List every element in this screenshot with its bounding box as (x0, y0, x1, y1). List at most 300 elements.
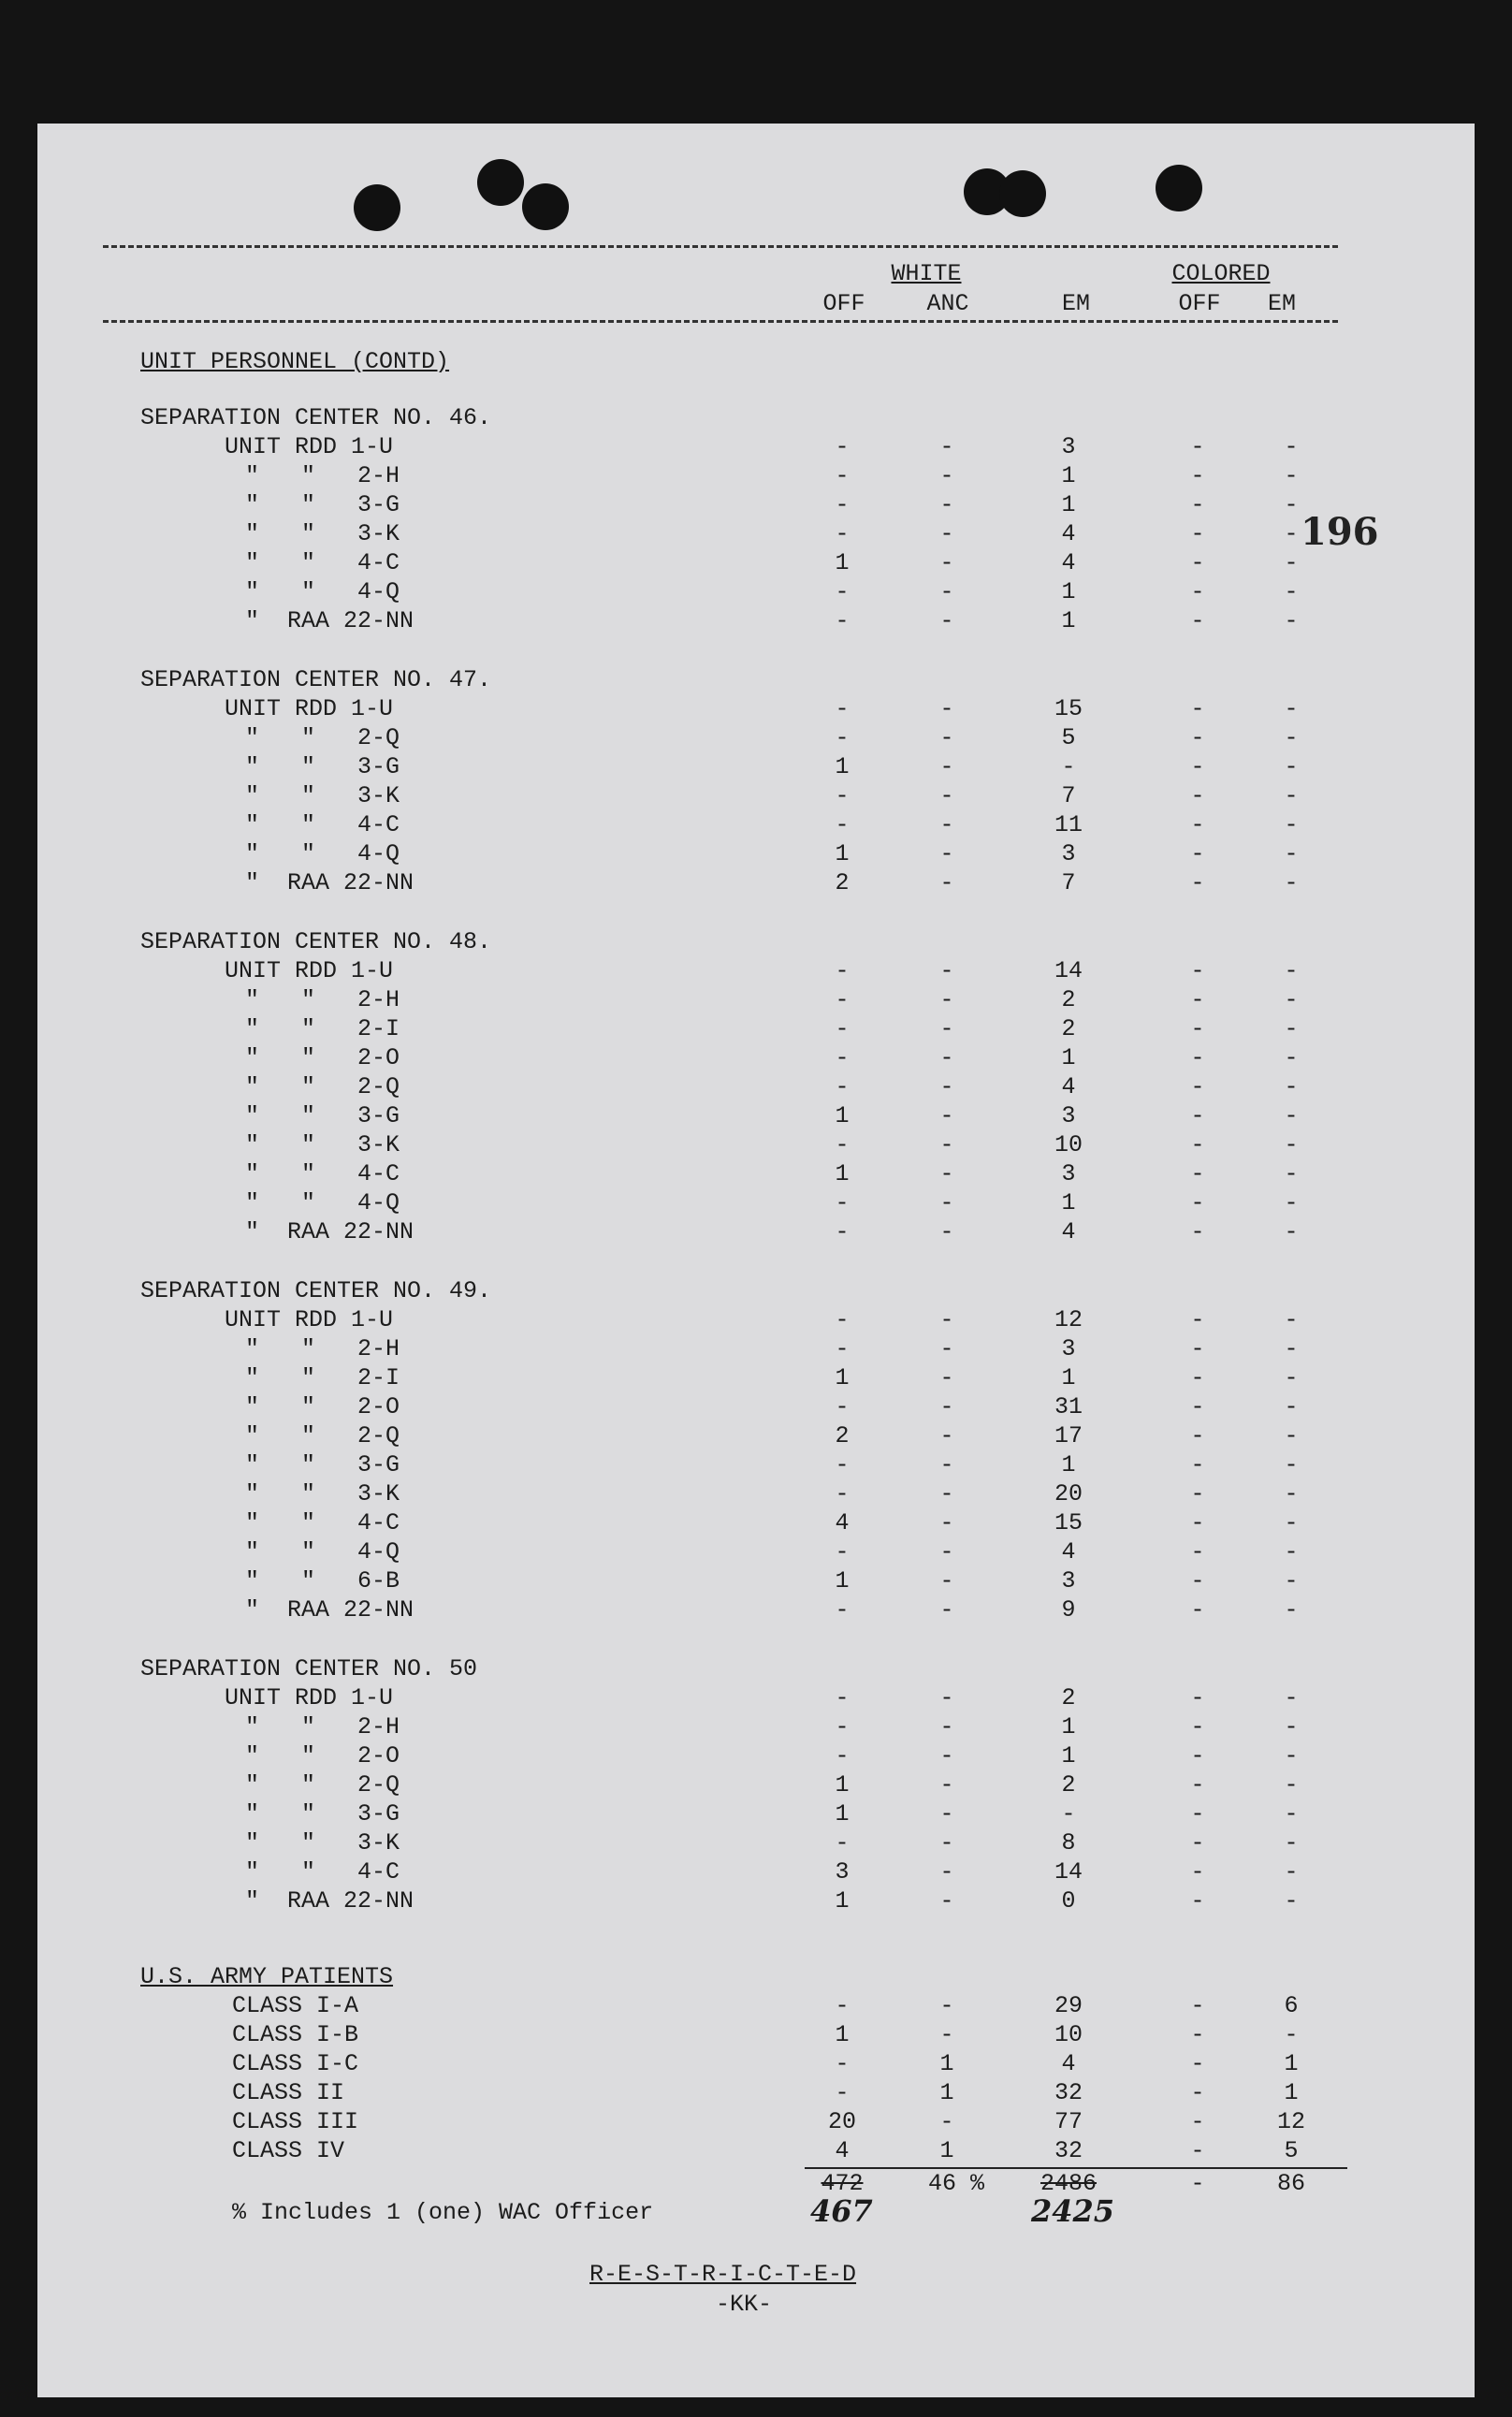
cell-white-off: 1 (835, 1800, 850, 1827)
cell-white-anc: - (939, 1596, 954, 1623)
cell-white-anc: - (939, 1102, 954, 1129)
cell-white-anc: - (939, 1044, 954, 1071)
row-label: " " 2-O (245, 1393, 400, 1420)
cell-colored-off: - (1190, 840, 1205, 867)
cell-colored-off: - (1190, 1306, 1205, 1333)
cell-colored-off: - (1190, 695, 1205, 722)
cell-colored-em: - (1284, 1713, 1299, 1740)
cell-white-off: - (835, 724, 850, 751)
cell-white-em: 3 (1061, 1160, 1076, 1187)
cell-colored-off: - (1190, 1992, 1205, 2019)
header-white-em: EM (1061, 290, 1090, 317)
cell-white-anc: - (939, 1480, 954, 1507)
cell-colored-off: - (1190, 607, 1205, 634)
cell-colored-off: - (1190, 1771, 1205, 1798)
row-label: UNIT RDD 1-U (225, 957, 394, 984)
row-label: " " 2-Q (245, 1073, 400, 1100)
cell-white-em: 3 (1061, 1567, 1076, 1594)
cell-white-anc: - (939, 753, 954, 780)
cell-colored-em: 6 (1284, 1992, 1299, 2019)
cell-white-em: 15 (1054, 695, 1083, 722)
row-label: " " 2-H (245, 986, 400, 1013)
punch-hole (1156, 165, 1202, 211)
cell-white-em: 20 (1054, 1480, 1083, 1507)
cell-white-em: 3 (1061, 433, 1076, 460)
cell-colored-off: - (1190, 957, 1205, 984)
cell-colored-off: - (1190, 520, 1205, 547)
total-white-em-struck: 2486 (1040, 2170, 1098, 2197)
row-label: " RAA 22-NN (245, 869, 414, 896)
cell-colored-off: - (1190, 1364, 1205, 1391)
cell-white-off: 3 (835, 1858, 850, 1886)
cell-white-em: - (1061, 1800, 1076, 1827)
cell-colored-em: - (1284, 957, 1299, 984)
row-label: " RAA 22-NN (245, 1218, 414, 1245)
cell-white-anc: - (939, 1015, 954, 1042)
row-label: CLASS II (232, 2079, 345, 2106)
cell-colored-em: - (1284, 1684, 1299, 1711)
punch-hole (477, 159, 524, 206)
row-label: " RAA 22-NN (245, 1887, 414, 1915)
cell-colored-off: - (1190, 1102, 1205, 1129)
cell-colored-em: - (1284, 1829, 1299, 1856)
cell-white-off: - (835, 1742, 850, 1769)
cell-colored-off: - (1190, 433, 1205, 460)
cell-white-anc: - (939, 1800, 954, 1827)
cell-white-anc: - (939, 2108, 954, 2135)
row-label: CLASS IV (232, 2137, 345, 2164)
cell-white-off: - (835, 695, 850, 722)
handwritten-total-white-em: 2425 (1031, 2193, 1115, 2229)
cell-colored-em: - (1284, 1422, 1299, 1449)
total-white-anc: 46 % (928, 2170, 985, 2197)
cell-white-anc: - (939, 1713, 954, 1740)
cell-white-em: 11 (1054, 811, 1083, 838)
cell-colored-em: - (1284, 1306, 1299, 1333)
cell-white-em: 4 (1061, 2050, 1076, 2077)
cell-colored-off: - (1190, 753, 1205, 780)
cell-colored-off: - (1190, 1073, 1205, 1100)
cell-colored-em: - (1284, 1160, 1299, 1187)
cell-white-off: 1 (835, 1887, 850, 1915)
row-label: " " 3-G (245, 753, 400, 780)
cell-white-anc: 1 (939, 2050, 954, 2077)
cell-white-anc: - (939, 578, 954, 605)
cell-white-off: 20 (827, 2108, 856, 2135)
cell-white-off: - (835, 1393, 850, 1420)
cell-colored-off: - (1190, 1684, 1205, 1711)
row-label: " " 3-K (245, 1829, 400, 1856)
row-label: " " 3-K (245, 520, 400, 547)
cell-colored-off: - (1190, 1393, 1205, 1420)
cell-white-off: 1 (835, 1160, 850, 1187)
cell-colored-em: - (1284, 1393, 1299, 1420)
cell-white-anc: - (939, 1771, 954, 1798)
cell-colored-em: 1 (1284, 2079, 1299, 2106)
cell-white-anc: - (939, 1451, 954, 1478)
cell-colored-em: - (1284, 1771, 1299, 1798)
cell-white-anc: - (939, 695, 954, 722)
cell-colored-em: - (1284, 1742, 1299, 1769)
punch-hole (354, 184, 400, 231)
row-label: " " 6-B (245, 1567, 400, 1594)
cell-white-off: - (835, 1131, 850, 1158)
cell-white-off: - (835, 986, 850, 1013)
cell-white-off: 1 (835, 1364, 850, 1391)
row-label: " " 4-C (245, 1160, 400, 1187)
cell-colored-off: - (1190, 2050, 1205, 2077)
cell-white-anc: - (939, 1829, 954, 1856)
cell-white-em: 14 (1054, 1858, 1083, 1886)
cell-colored-off: - (1190, 1160, 1205, 1187)
cell-white-off: - (835, 1015, 850, 1042)
cell-colored-off: - (1190, 1829, 1205, 1856)
row-label: " " 3-G (245, 1102, 400, 1129)
cell-colored-off: - (1190, 578, 1205, 605)
row-label: " " 4-Q (245, 1538, 400, 1565)
cell-colored-em: 1 (1284, 2050, 1299, 2077)
cell-white-em: 17 (1054, 1422, 1083, 1449)
cell-colored-em: - (1284, 1887, 1299, 1915)
row-label: " " 4-Q (245, 1189, 400, 1216)
row-label: " " 3-K (245, 1480, 400, 1507)
total-colored-em: 86 (1276, 2170, 1305, 2197)
cell-white-anc: 1 (939, 2079, 954, 2106)
cell-white-anc: - (939, 2021, 954, 2048)
header-rule-bottom (103, 320, 1338, 323)
cell-colored-off: - (1190, 1742, 1205, 1769)
cell-colored-em: - (1284, 1102, 1299, 1129)
cell-white-off: 1 (835, 1567, 850, 1594)
cell-colored-em: - (1284, 1189, 1299, 1216)
row-label: " " 2-O (245, 1044, 400, 1071)
cell-colored-em: - (1284, 1364, 1299, 1391)
cell-white-anc: - (939, 1992, 954, 2019)
cell-white-off: - (835, 462, 850, 489)
cell-white-em: 15 (1054, 1509, 1083, 1536)
cell-white-off: 2 (835, 1422, 850, 1449)
cell-colored-off: - (1190, 986, 1205, 1013)
cell-white-anc: - (939, 433, 954, 460)
cell-white-em: 4 (1061, 1538, 1076, 1565)
cell-colored-em: 5 (1284, 2137, 1299, 2164)
cell-white-off: - (835, 1538, 850, 1565)
cell-white-off: - (835, 1218, 850, 1245)
cell-colored-off: - (1190, 869, 1205, 896)
row-label: " " 3-G (245, 491, 400, 518)
cell-white-off: - (835, 1306, 850, 1333)
cell-colored-off: - (1190, 1335, 1205, 1362)
patients-title: U.S. ARMY PATIENTS (140, 1963, 394, 1990)
cell-colored-em: - (1284, 1800, 1299, 1827)
cell-white-anc: - (939, 1684, 954, 1711)
cell-white-off: - (835, 1992, 850, 2019)
cell-colored-em: - (1284, 549, 1299, 576)
cell-white-em: 12 (1054, 1306, 1083, 1333)
cell-colored-off: - (1190, 2021, 1205, 2048)
cell-colored-off: - (1190, 1218, 1205, 1245)
cell-white-anc: - (939, 724, 954, 751)
cell-colored-em: - (1284, 1480, 1299, 1507)
cell-colored-off: - (1190, 1480, 1205, 1507)
cell-white-off: - (835, 1480, 850, 1507)
section-title: UNIT PERSONNEL (CONTD) (140, 348, 450, 375)
cell-white-anc: - (939, 491, 954, 518)
cell-white-em: - (1061, 753, 1076, 780)
cell-white-em: 29 (1054, 1992, 1083, 2019)
cell-colored-em: - (1284, 782, 1299, 809)
row-label: " " 2-H (245, 1335, 400, 1362)
row-label: " " 2-I (245, 1364, 400, 1391)
row-label: " RAA 22-NN (245, 1596, 414, 1623)
cell-white-off: - (835, 1189, 850, 1216)
cell-colored-em: - (1284, 869, 1299, 896)
cell-colored-off: - (1190, 462, 1205, 489)
cell-white-em: 10 (1054, 1131, 1083, 1158)
cell-white-anc: - (939, 1422, 954, 1449)
cell-colored-off: - (1190, 2079, 1205, 2106)
cell-colored-em: - (1284, 1509, 1299, 1536)
header-colored-em: EM (1267, 290, 1296, 317)
cell-white-em: 14 (1054, 957, 1083, 984)
cell-white-off: - (835, 578, 850, 605)
cell-white-em: 1 (1061, 462, 1076, 489)
cell-white-off: - (835, 1596, 850, 1623)
cell-white-anc: - (939, 1364, 954, 1391)
cell-colored-off: - (1190, 724, 1205, 751)
row-label: UNIT RDD 1-U (225, 1684, 394, 1711)
cell-white-anc: - (939, 840, 954, 867)
cell-colored-off: - (1190, 1509, 1205, 1536)
row-label: " " 4-Q (245, 578, 400, 605)
cell-white-anc: - (939, 1189, 954, 1216)
cell-white-anc: - (939, 986, 954, 1013)
cell-white-anc: - (939, 869, 954, 896)
row-label: " " 3-K (245, 782, 400, 809)
cell-colored-em: - (1284, 2021, 1299, 2048)
cell-white-em: 8 (1061, 1829, 1076, 1856)
cell-colored-em: - (1284, 1858, 1299, 1886)
cell-white-off: - (835, 1335, 850, 1362)
cell-white-em: 1 (1061, 1742, 1076, 1769)
row-label: CLASS I-B (232, 2021, 359, 2048)
cell-white-anc: - (939, 1160, 954, 1187)
cell-colored-off: - (1190, 2137, 1205, 2164)
row-label: " " 2-O (245, 1742, 400, 1769)
total-white-off-struck: 472 (821, 2170, 864, 2197)
row-label: " " 4-Q (245, 840, 400, 867)
cell-colored-em: - (1284, 578, 1299, 605)
cell-colored-em: - (1284, 1044, 1299, 1071)
cell-colored-em: - (1284, 1218, 1299, 1245)
cell-white-em: 9 (1061, 1596, 1076, 1623)
punch-hole (999, 170, 1046, 217)
cell-white-off: 1 (835, 549, 850, 576)
cell-colored-off: - (1190, 1015, 1205, 1042)
header-colored: COLORED (1171, 260, 1271, 287)
cell-white-em: 7 (1061, 782, 1076, 809)
cell-colored-em: - (1284, 1073, 1299, 1100)
cell-white-em: 3 (1061, 1102, 1076, 1129)
cell-white-em: 2 (1061, 1771, 1076, 1798)
cell-colored-em: - (1284, 1538, 1299, 1565)
cell-colored-em: - (1284, 753, 1299, 780)
cell-white-em: 32 (1054, 2137, 1083, 2164)
cell-white-off: 1 (835, 1102, 850, 1129)
cell-white-off: 4 (835, 2137, 850, 2164)
cell-colored-off: - (1190, 1044, 1205, 1071)
total-colored-off: - (1190, 2170, 1205, 2197)
cell-colored-off: - (1190, 1858, 1205, 1886)
cell-colored-off: - (1190, 1596, 1205, 1623)
cell-colored-em: - (1284, 433, 1299, 460)
cell-white-anc: - (939, 1335, 954, 1362)
row-label: " " 2-H (245, 462, 400, 489)
cell-white-em: 4 (1061, 520, 1076, 547)
cell-white-em: 4 (1061, 549, 1076, 576)
cell-white-anc: - (939, 1306, 954, 1333)
cell-colored-em: - (1284, 1335, 1299, 1362)
row-label: CLASS I-A (232, 1992, 359, 2019)
header-rule-top (103, 245, 1338, 248)
cell-white-off: - (835, 520, 850, 547)
cell-colored-off: - (1190, 782, 1205, 809)
cell-white-anc: - (939, 811, 954, 838)
row-label: " " 3-G (245, 1800, 400, 1827)
footer-restricted: R-E-S-T-R-I-C-T-E-D (589, 2261, 857, 2288)
row-label: UNIT RDD 1-U (225, 1306, 394, 1333)
header-colored-off: OFF (1178, 290, 1221, 317)
cell-colored-em: - (1284, 607, 1299, 634)
cell-white-em: 3 (1061, 1335, 1076, 1362)
cell-white-off: 1 (835, 1771, 850, 1798)
cell-white-anc: - (939, 1538, 954, 1565)
cell-white-anc: - (939, 520, 954, 547)
cell-white-em: 10 (1054, 2021, 1083, 2048)
cell-white-off: - (835, 1684, 850, 1711)
cell-white-anc: - (939, 1567, 954, 1594)
cell-colored-off: - (1190, 491, 1205, 518)
cell-white-em: 2 (1061, 1684, 1076, 1711)
row-label: " " 2-Q (245, 1771, 400, 1798)
cell-colored-em: - (1284, 1451, 1299, 1478)
cell-colored-off: - (1190, 1713, 1205, 1740)
cell-white-off: 4 (835, 1509, 850, 1536)
cell-white-em: 1 (1061, 578, 1076, 605)
row-label: " " 2-Q (245, 724, 400, 751)
group-title: SEPARATION CENTER NO. 46. (140, 404, 492, 431)
page-number: 196 (1301, 510, 1379, 554)
cell-white-anc: - (939, 1742, 954, 1769)
cell-white-off: - (835, 433, 850, 460)
cell-white-off: - (835, 1713, 850, 1740)
cell-colored-em: - (1284, 986, 1299, 1013)
cell-white-em: 0 (1061, 1887, 1076, 1915)
row-label: CLASS III (232, 2108, 359, 2135)
cell-white-em: 1 (1061, 1451, 1076, 1478)
cell-white-em: 1 (1061, 1713, 1076, 1740)
punch-hole (522, 183, 569, 230)
cell-white-anc: - (939, 1218, 954, 1245)
row-label: " " 4-C (245, 1858, 400, 1886)
cell-white-off: - (835, 1829, 850, 1856)
row-label: CLASS I-C (232, 2050, 359, 2077)
cell-white-off: - (835, 957, 850, 984)
handwritten-total-white-off: 467 (810, 2193, 873, 2229)
cell-colored-off: - (1190, 549, 1205, 576)
cell-white-em: 1 (1061, 607, 1076, 634)
cell-colored-off: - (1190, 1451, 1205, 1478)
cell-white-em: 32 (1054, 2079, 1083, 2106)
group-title: SEPARATION CENTER NO. 47. (140, 666, 492, 693)
cell-colored-off: - (1190, 1887, 1205, 1915)
cell-white-anc: - (939, 462, 954, 489)
group-title: SEPARATION CENTER NO. 48. (140, 928, 492, 955)
cell-white-off: - (835, 607, 850, 634)
row-label: " " 3-K (245, 1131, 400, 1158)
row-label: " RAA 22-NN (245, 607, 414, 634)
row-label: UNIT RDD 1-U (225, 695, 394, 722)
footer-code: -KK- (716, 2291, 773, 2318)
cell-colored-em: - (1284, 724, 1299, 751)
row-label: " " 4-C (245, 811, 400, 838)
cell-colored-em: - (1284, 520, 1299, 547)
footnote: % Includes 1 (one) WAC Officer (232, 2199, 654, 2226)
cell-white-em: 1 (1061, 1364, 1076, 1391)
cell-colored-em: - (1284, 695, 1299, 722)
cell-white-off: - (835, 782, 850, 809)
cell-colored-em: - (1284, 840, 1299, 867)
cell-white-off: - (835, 1073, 850, 1100)
cell-white-off: 1 (835, 2021, 850, 2048)
cell-white-off: - (835, 1451, 850, 1478)
cell-colored-em: - (1284, 811, 1299, 838)
header-white: WHITE (891, 260, 962, 287)
row-label: " " 4-C (245, 549, 400, 576)
row-label: " " 3-G (245, 1451, 400, 1478)
cell-white-off: - (835, 2079, 850, 2106)
cell-white-em: 31 (1054, 1393, 1083, 1420)
cell-colored-off: - (1190, 1422, 1205, 1449)
cell-white-anc: 1 (939, 2137, 954, 2164)
cell-colored-off: - (1190, 1800, 1205, 1827)
cell-white-em: 4 (1061, 1218, 1076, 1245)
cell-white-anc: - (939, 549, 954, 576)
cell-white-off: 1 (835, 753, 850, 780)
cell-white-em: 7 (1061, 869, 1076, 896)
header-white-anc: ANC (926, 290, 969, 317)
cell-white-anc: - (939, 1887, 954, 1915)
cell-white-off: - (835, 1044, 850, 1071)
cell-white-anc: - (939, 782, 954, 809)
row-label: " " 4-C (245, 1509, 400, 1536)
row-label: " " 2-I (245, 1015, 400, 1042)
cell-white-em: 1 (1061, 1044, 1076, 1071)
row-label: " " 2-H (245, 1713, 400, 1740)
cell-white-anc: - (939, 1509, 954, 1536)
cell-colored-off: - (1190, 1567, 1205, 1594)
cell-white-anc: - (939, 607, 954, 634)
cell-white-anc: - (939, 1393, 954, 1420)
totals-rule (805, 2167, 1347, 2169)
cell-colored-off: - (1190, 1538, 1205, 1565)
cell-colored-off: - (1190, 1131, 1205, 1158)
cell-white-em: 4 (1061, 1073, 1076, 1100)
group-title: SEPARATION CENTER NO. 49. (140, 1277, 492, 1304)
cell-white-off: - (835, 811, 850, 838)
cell-white-em: 3 (1061, 840, 1076, 867)
cell-white-anc: - (939, 1131, 954, 1158)
